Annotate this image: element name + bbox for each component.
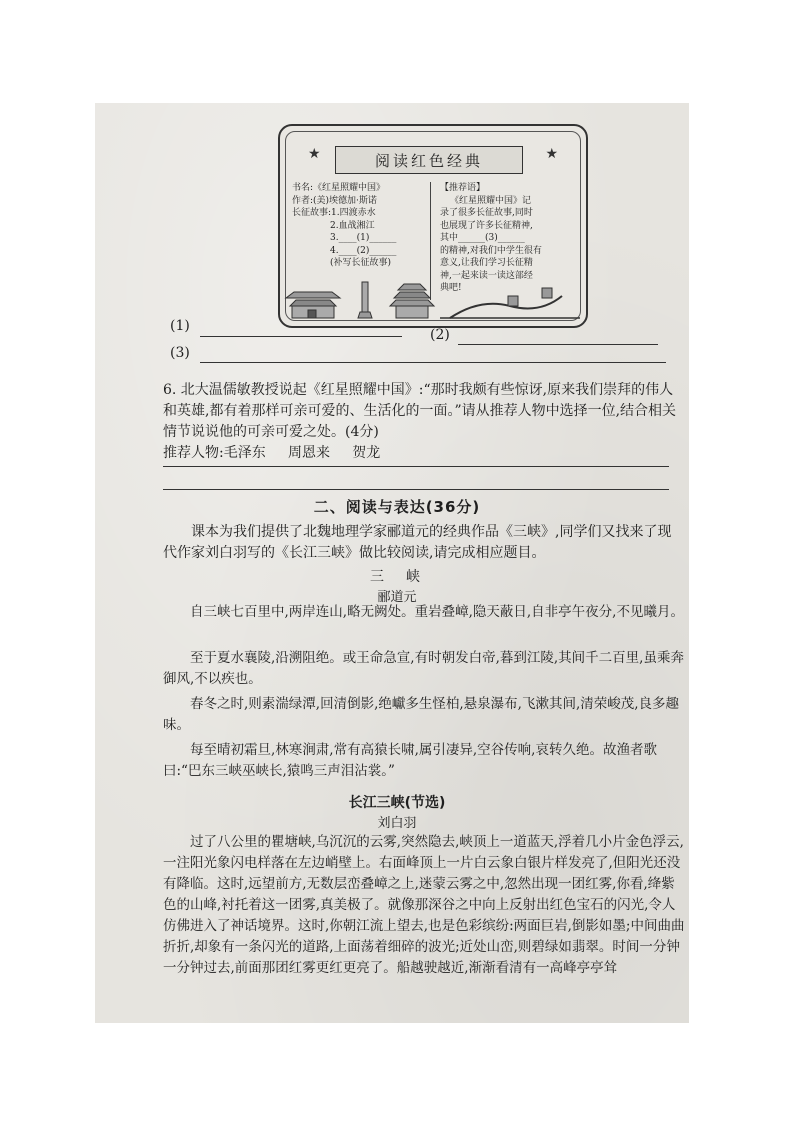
blank-3: (3) [170, 345, 190, 361]
sanxia-title: 三 峡 [370, 569, 424, 585]
answer-line-q6-2[interactable] [163, 489, 669, 490]
sanxia-paragraph-4: 每至晴初霜旦,林寒涧肃,常有高猿长啸,属引凄异,空谷传响,哀转久绝。故渔者歌曰:“巴东三峡巫峡长,猿鸣三声泪沾裳。” [163, 742, 657, 779]
changjiang-title: 长江三峡(节选) [348, 795, 446, 811]
book-author-line: 作者:(美)埃德加·斯诺 [292, 195, 377, 206]
story-line-1: 长征故事:1.四渡赤水 [292, 208, 376, 218]
section-intro: 课本为我们提供了北魏地理学家郦道元的经典作品《三峡》,同学们又找来了现代作家刘白羽写的《长江三峡》做比较阅读,请完成相应题目。 [163, 524, 672, 561]
recommend-line: 也展现了许多长征精神, [440, 220, 533, 231]
landmark-illustration [280, 268, 586, 324]
changjiang-paragraph: 过了八公里的瞿塘峡,乌沉沉的云雾,突然隐去,峡顶上一道蓝天,浮着几小片金色浮云,一注阳光象闪电样落在左边峭壁上。右面峰顶上一片白云象白银片样发亮了,但阳光还没有降临。这时,远望前方,无数层峦叠嶂之上,迷蒙云雾之中,忽然出现一团红雾,你看,绛紫色的山峰,衬托着这一团雾,真美极了。就像那深谷之中向上反射出红色宝石的闪光,令人仿佛进入了神话境界。这时,你朝江流上望去,也是色彩缤纷:两面巨岩,倒影如墨;中间曲曲折折,却象有一条闪光的道路,上面荡着细碎的波光;近处山峦,则碧绿如翡翠。时间一分钟一分钟过去,前面那团红雾更红更亮了。船越驶越近,渐渐看清有一高峰亭亭耸 [163, 834, 685, 976]
sanxia-paragraph-3: 春冬之时,则素湍绿潭,回清倒影,绝巘多生怪柏,悬泉瀑布,飞漱其间,清荣峻茂,良多趣味。 [163, 696, 680, 733]
recommend-line: 的精神,对我们中学生很有 [440, 245, 542, 256]
answer-line-1[interactable] [200, 336, 402, 337]
recommend-heading: 【推荐语】 [440, 183, 486, 193]
recommend-line: 意义,让我们学习长征精 [440, 258, 533, 268]
sanxia-paragraph-1: 自三峡七百里中,两岸连山,略无阙处。重岩叠嶂,隐天蔽日,自非亭午夜分,不见曦月。 [190, 604, 684, 620]
recommend-line: 典吧! [440, 283, 462, 293]
story-line-2: 2.血战湘江 [330, 220, 375, 231]
answer-line-3[interactable] [200, 362, 666, 363]
recommend-line: 录了很多长征故事,同时 [440, 208, 533, 218]
reading-card [278, 124, 588, 328]
card-banner: 阅读红色经典 [335, 146, 523, 174]
recommend-line: 其中______(3)______ [440, 233, 525, 243]
section-heading: 二、阅读与表达(36分) [313, 498, 481, 516]
star-icon: ★ [545, 146, 558, 162]
sanxia-paragraph-2: 至于夏水襄陵,沿溯阻绝。或王命急宣,有时朝发白帝,暮到江陵,其间千二百里,虽乘奔御风,不以疾也。 [163, 650, 684, 687]
recommend-people: 推荐人物:毛泽东 周恩来 贺龙 [163, 445, 381, 461]
question-6-text: 6. 北大温儒敏教授说起《红星照耀中国》:“那时我颇有些惊讶,原来我们崇拜的伟人和英雄,都有着那样可亲可爱的、生活化的一面。”请从推荐人物中选择一位,结合相关情节说说他的可亲可爱之处。(4分) [163, 382, 677, 440]
story-line-4: 4.____(2)______ [330, 245, 397, 256]
story-note: (补写长征故事) [330, 258, 392, 268]
answer-line-q6-1[interactable] [163, 466, 669, 467]
book-info [292, 182, 424, 270]
star-icon: ★ [308, 146, 321, 162]
recommend-line: 《红星照耀中国》记 [450, 195, 532, 206]
answer-line-2[interactable] [458, 344, 658, 345]
changjiang-author: 刘白羽 [377, 816, 417, 831]
question-6 [163, 380, 683, 464]
blank-2: (2) [430, 327, 450, 343]
story-line-3: 3.____(1)______ [330, 233, 397, 243]
book-title-line: 书名:《红星照耀中国》 [292, 183, 386, 193]
blank-1: (1) [170, 318, 190, 334]
recommend-line: 神,一起来读一读这部经 [440, 270, 533, 281]
sanxia-author: 郦道元 [377, 590, 417, 605]
